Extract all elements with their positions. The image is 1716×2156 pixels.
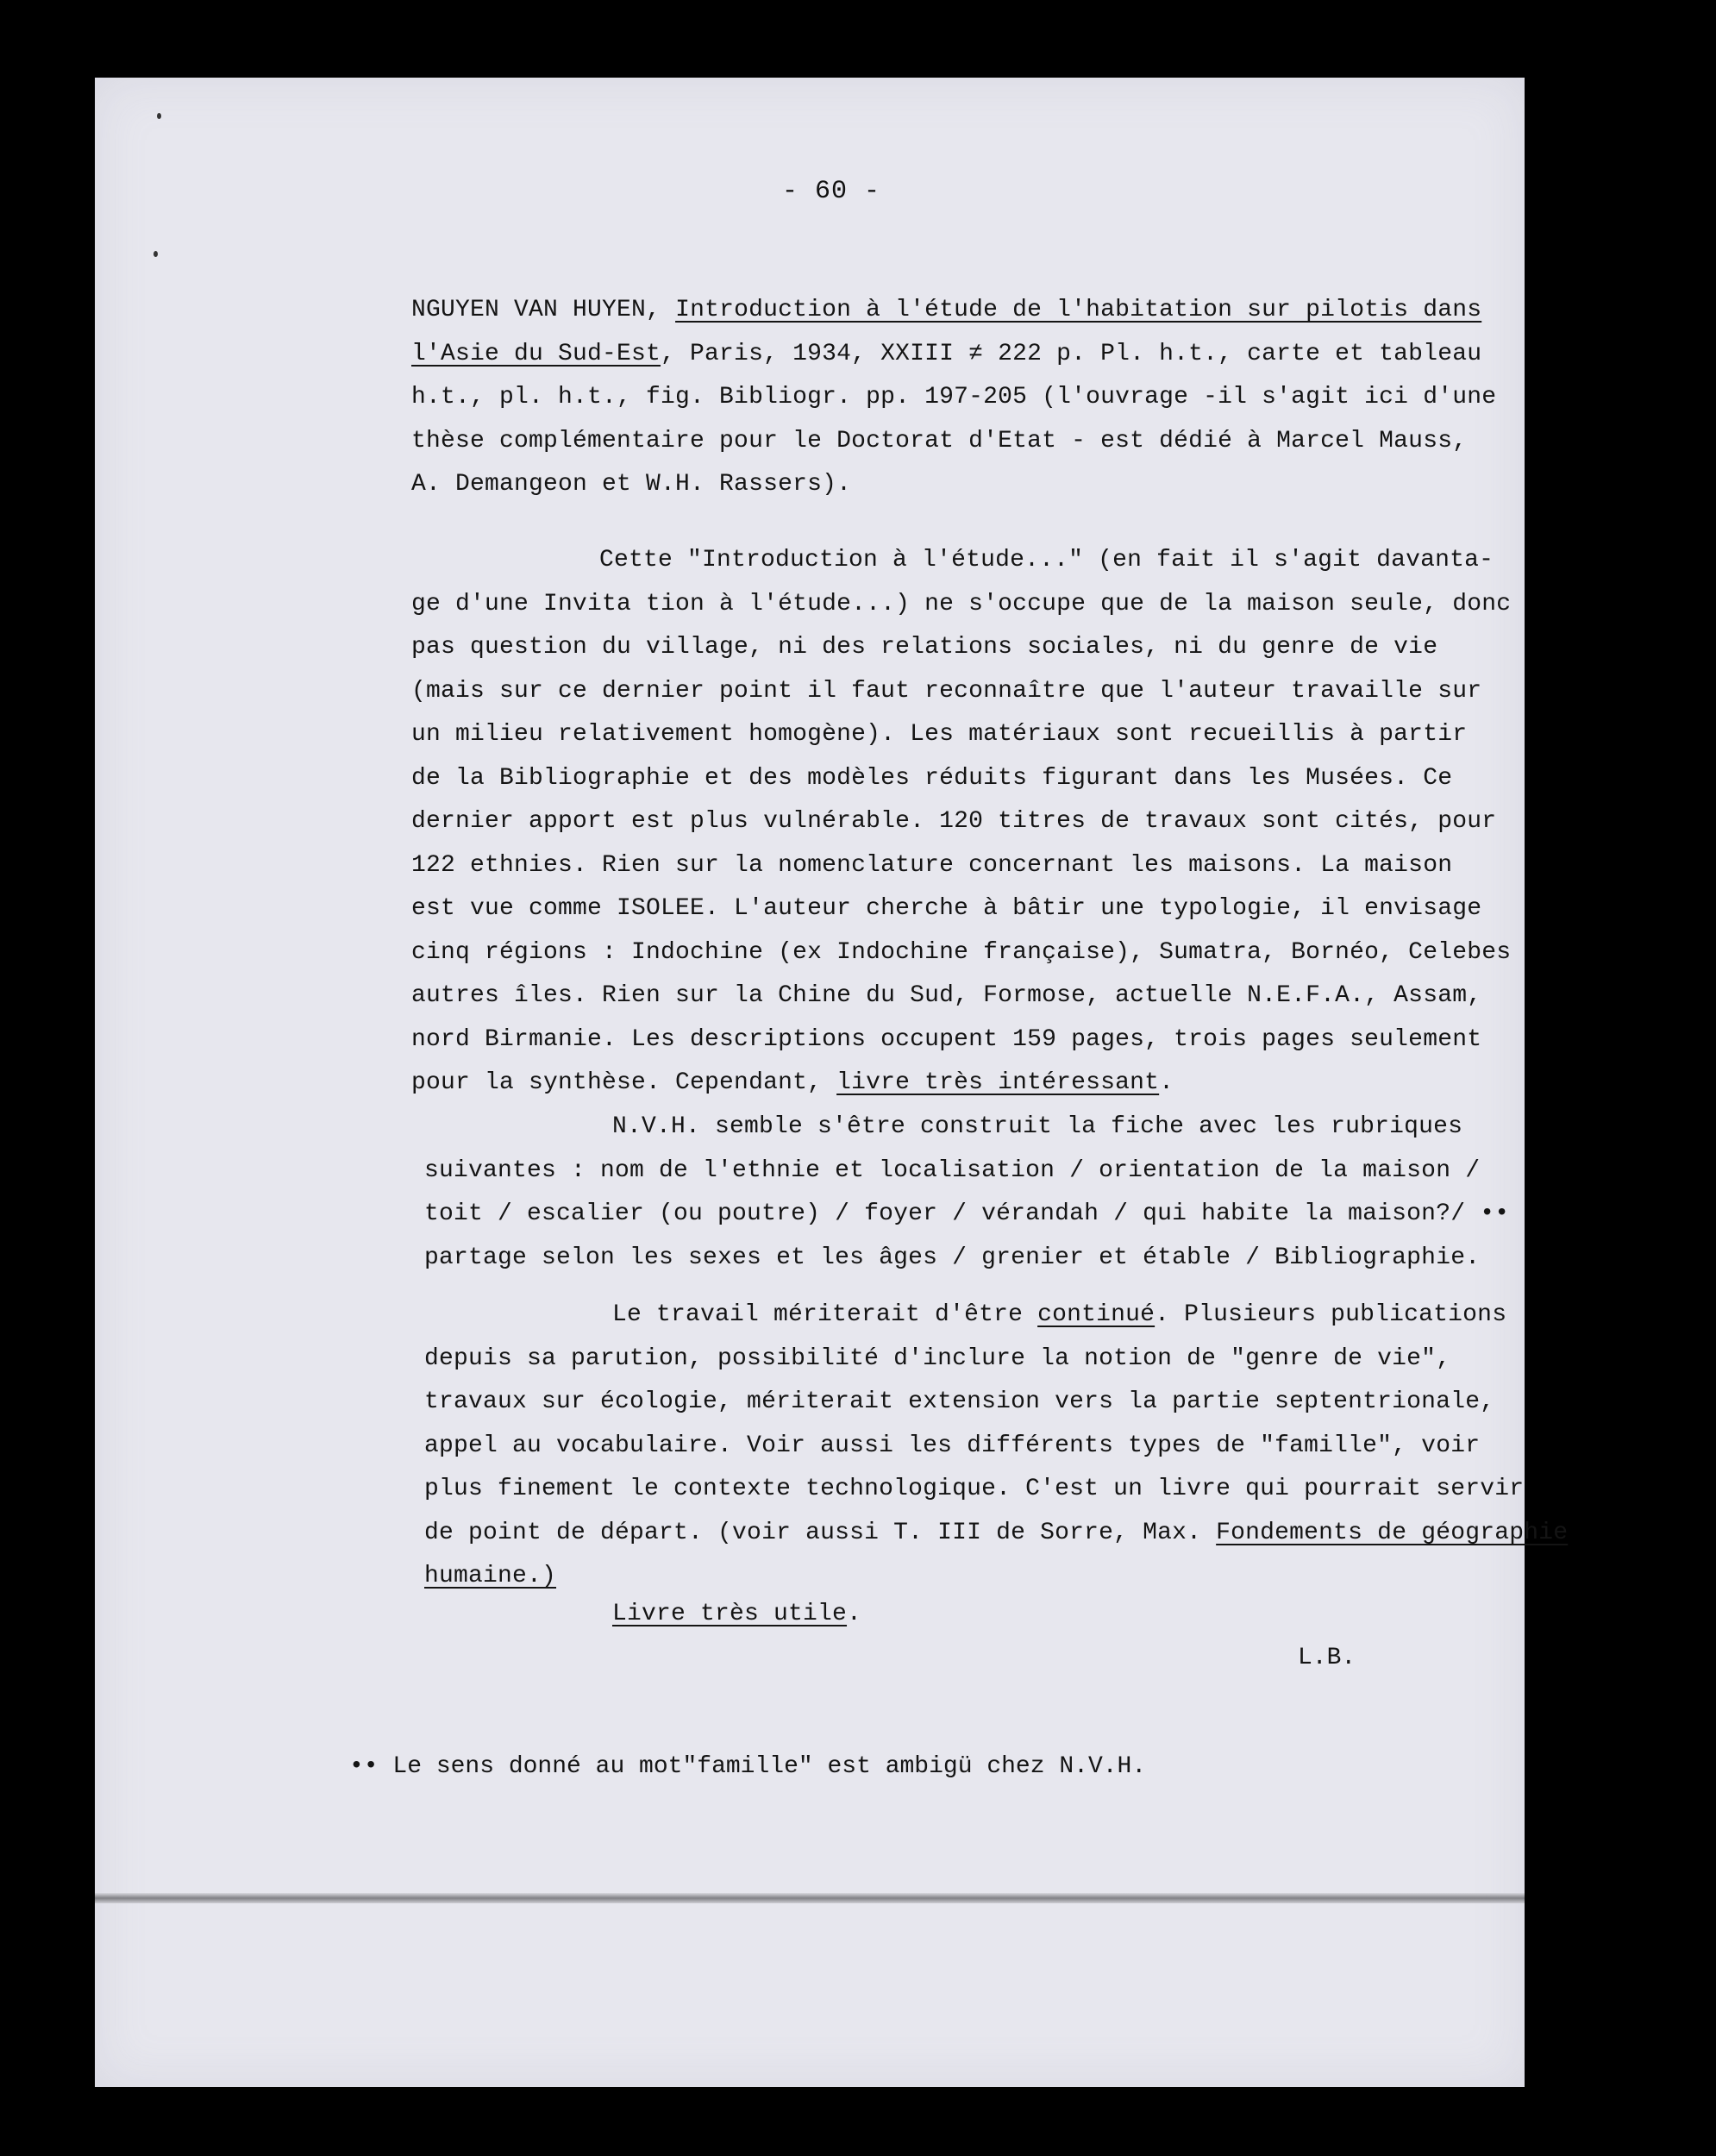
bibliographic-reference	[411, 289, 1515, 507]
document-page	[95, 78, 1569, 2087]
para1-line: un milieu relativement homogène). Les matériaux sont recueillis à partir	[411, 721, 1468, 748]
closing-text: Livre très utile	[612, 1601, 848, 1627]
para3-ref-title: Fondements de géographie	[1216, 1519, 1569, 1546]
ref-details: , Paris, 1934, XXIII ≠ 222 p. Pl. h.t., carte et tableau	[661, 340, 1482, 367]
para2-line: partage selon les sexes et les âges / grenier et étable / Bibliographie.	[424, 1244, 1481, 1271]
speck-mark	[153, 251, 158, 257]
para2-line: toit / escalier (ou poutre) / foyer / vérandah / qui habite la maison?/ ••	[424, 1200, 1510, 1227]
ref-line3: h.t., pl. h.t., fig. Bibliogr. pp. 197-205 (l'ouvrage -il s'agit ici d'une	[411, 384, 1497, 411]
ref-author: NGUYEN VAN HUYEN,	[411, 297, 676, 323]
para1-line: dernier apport est plus vulnérable. 120 titres de travaux sont cités, pour	[411, 808, 1497, 835]
para3-first-prefix: Le travail mériterait d'être	[612, 1301, 1038, 1328]
closing-suffix: .	[847, 1601, 862, 1627]
para3-ref-title-end: humaine.)	[424, 1563, 557, 1589]
ref-title-part1: Introduction à l'étude de l'habitation sur pilotis dans	[675, 297, 1482, 323]
ref-line4: thèse complémentaire pour le Doctorat d'Etat - est dédié à Marcel Mauss,	[411, 427, 1468, 454]
para3-line: depuis sa parution, possibilité d'inclure la notion de "genre de vie",	[424, 1344, 1451, 1372]
para1-line: pas question du village, ni des relations sociales, ni du genre de vie	[411, 634, 1438, 661]
para3-first-suffix: . Plusieurs publications	[1155, 1301, 1507, 1328]
para1-line: nord Birmanie. Les descriptions occupent 159 pages, trois pages seulement	[411, 1025, 1482, 1053]
closing-remark	[612, 1593, 1716, 1637]
paper-fold-line	[95, 1893, 1525, 1903]
ref-title-part2: l'Asie du Sud-Est	[411, 340, 661, 367]
para1-line: ge d'une Invita tion à l'étude...) ne s'occupe que de la maison seule, donc	[411, 590, 1512, 617]
para1-line: cinq régions : Indochine (ex Indochine française), Sumatra, Bornéo, Celebes	[411, 938, 1512, 966]
footnote: •• Le sens donné au mot"famille" est ambigü chez N.V.H.	[349, 1753, 1147, 1780]
para3-line: appel au vocabulaire. Voir aussi les différents types de "famille", voir	[424, 1432, 1481, 1459]
para1-line: (mais sur ce dernier point il faut reconnaître que l'auteur travaille sur	[411, 677, 1482, 705]
para1-last-prefix: pour la synthèse. Cependant,	[411, 1069, 837, 1096]
para3-ref-prefix: de point de départ. (voir aussi T. III de Sorre, Max.	[424, 1519, 1217, 1546]
para3-line: plus finement le contexte technologique. C'est un livre qui pourrait servir	[424, 1476, 1525, 1502]
para1-last-suffix: .	[1159, 1069, 1174, 1096]
paragraph-review	[411, 539, 1515, 1106]
paragraph-fiche	[424, 1106, 1528, 1280]
para1-line: Cette "Introduction à l'étude..." (en fait il s'agit davanta-	[599, 547, 1494, 573]
para3-emphasis: continué	[1037, 1301, 1155, 1328]
signature-initials: L.B.	[1298, 1645, 1356, 1671]
para2-line: N.V.H. semble s'être construit la fiche avec les rubriques	[612, 1113, 1463, 1140]
ref-line5: A. Demangeon et W.H. Rassers).	[411, 471, 852, 498]
paragraph-conclusion	[424, 1294, 1569, 1599]
para1-line: de la Bibliographie et des modèles réduits figurant dans les Musées. Ce	[411, 764, 1453, 792]
para1-emphasis: livre très intéressant	[836, 1069, 1160, 1096]
para1-line: autres îles. Rien sur la Chine du Sud, Formose, actuelle N.E.F.A., Assam,	[411, 982, 1482, 1009]
para2-line: suivantes : nom de l'ethnie et localisation / orientation de la maison /	[424, 1156, 1481, 1184]
para1-line: 122 ethnies. Rien sur la nomenclature concernant les maisons. La maison	[411, 851, 1453, 879]
para3-line: travaux sur écologie, mériterait extension vers la partie septentrionale,	[424, 1388, 1495, 1415]
page-number: - 60 -	[781, 177, 881, 206]
para1-line: est vue comme ISOLEE. L'auteur cherche à bâtir une typologie, il envisage	[411, 895, 1482, 922]
speck-mark	[157, 113, 161, 119]
